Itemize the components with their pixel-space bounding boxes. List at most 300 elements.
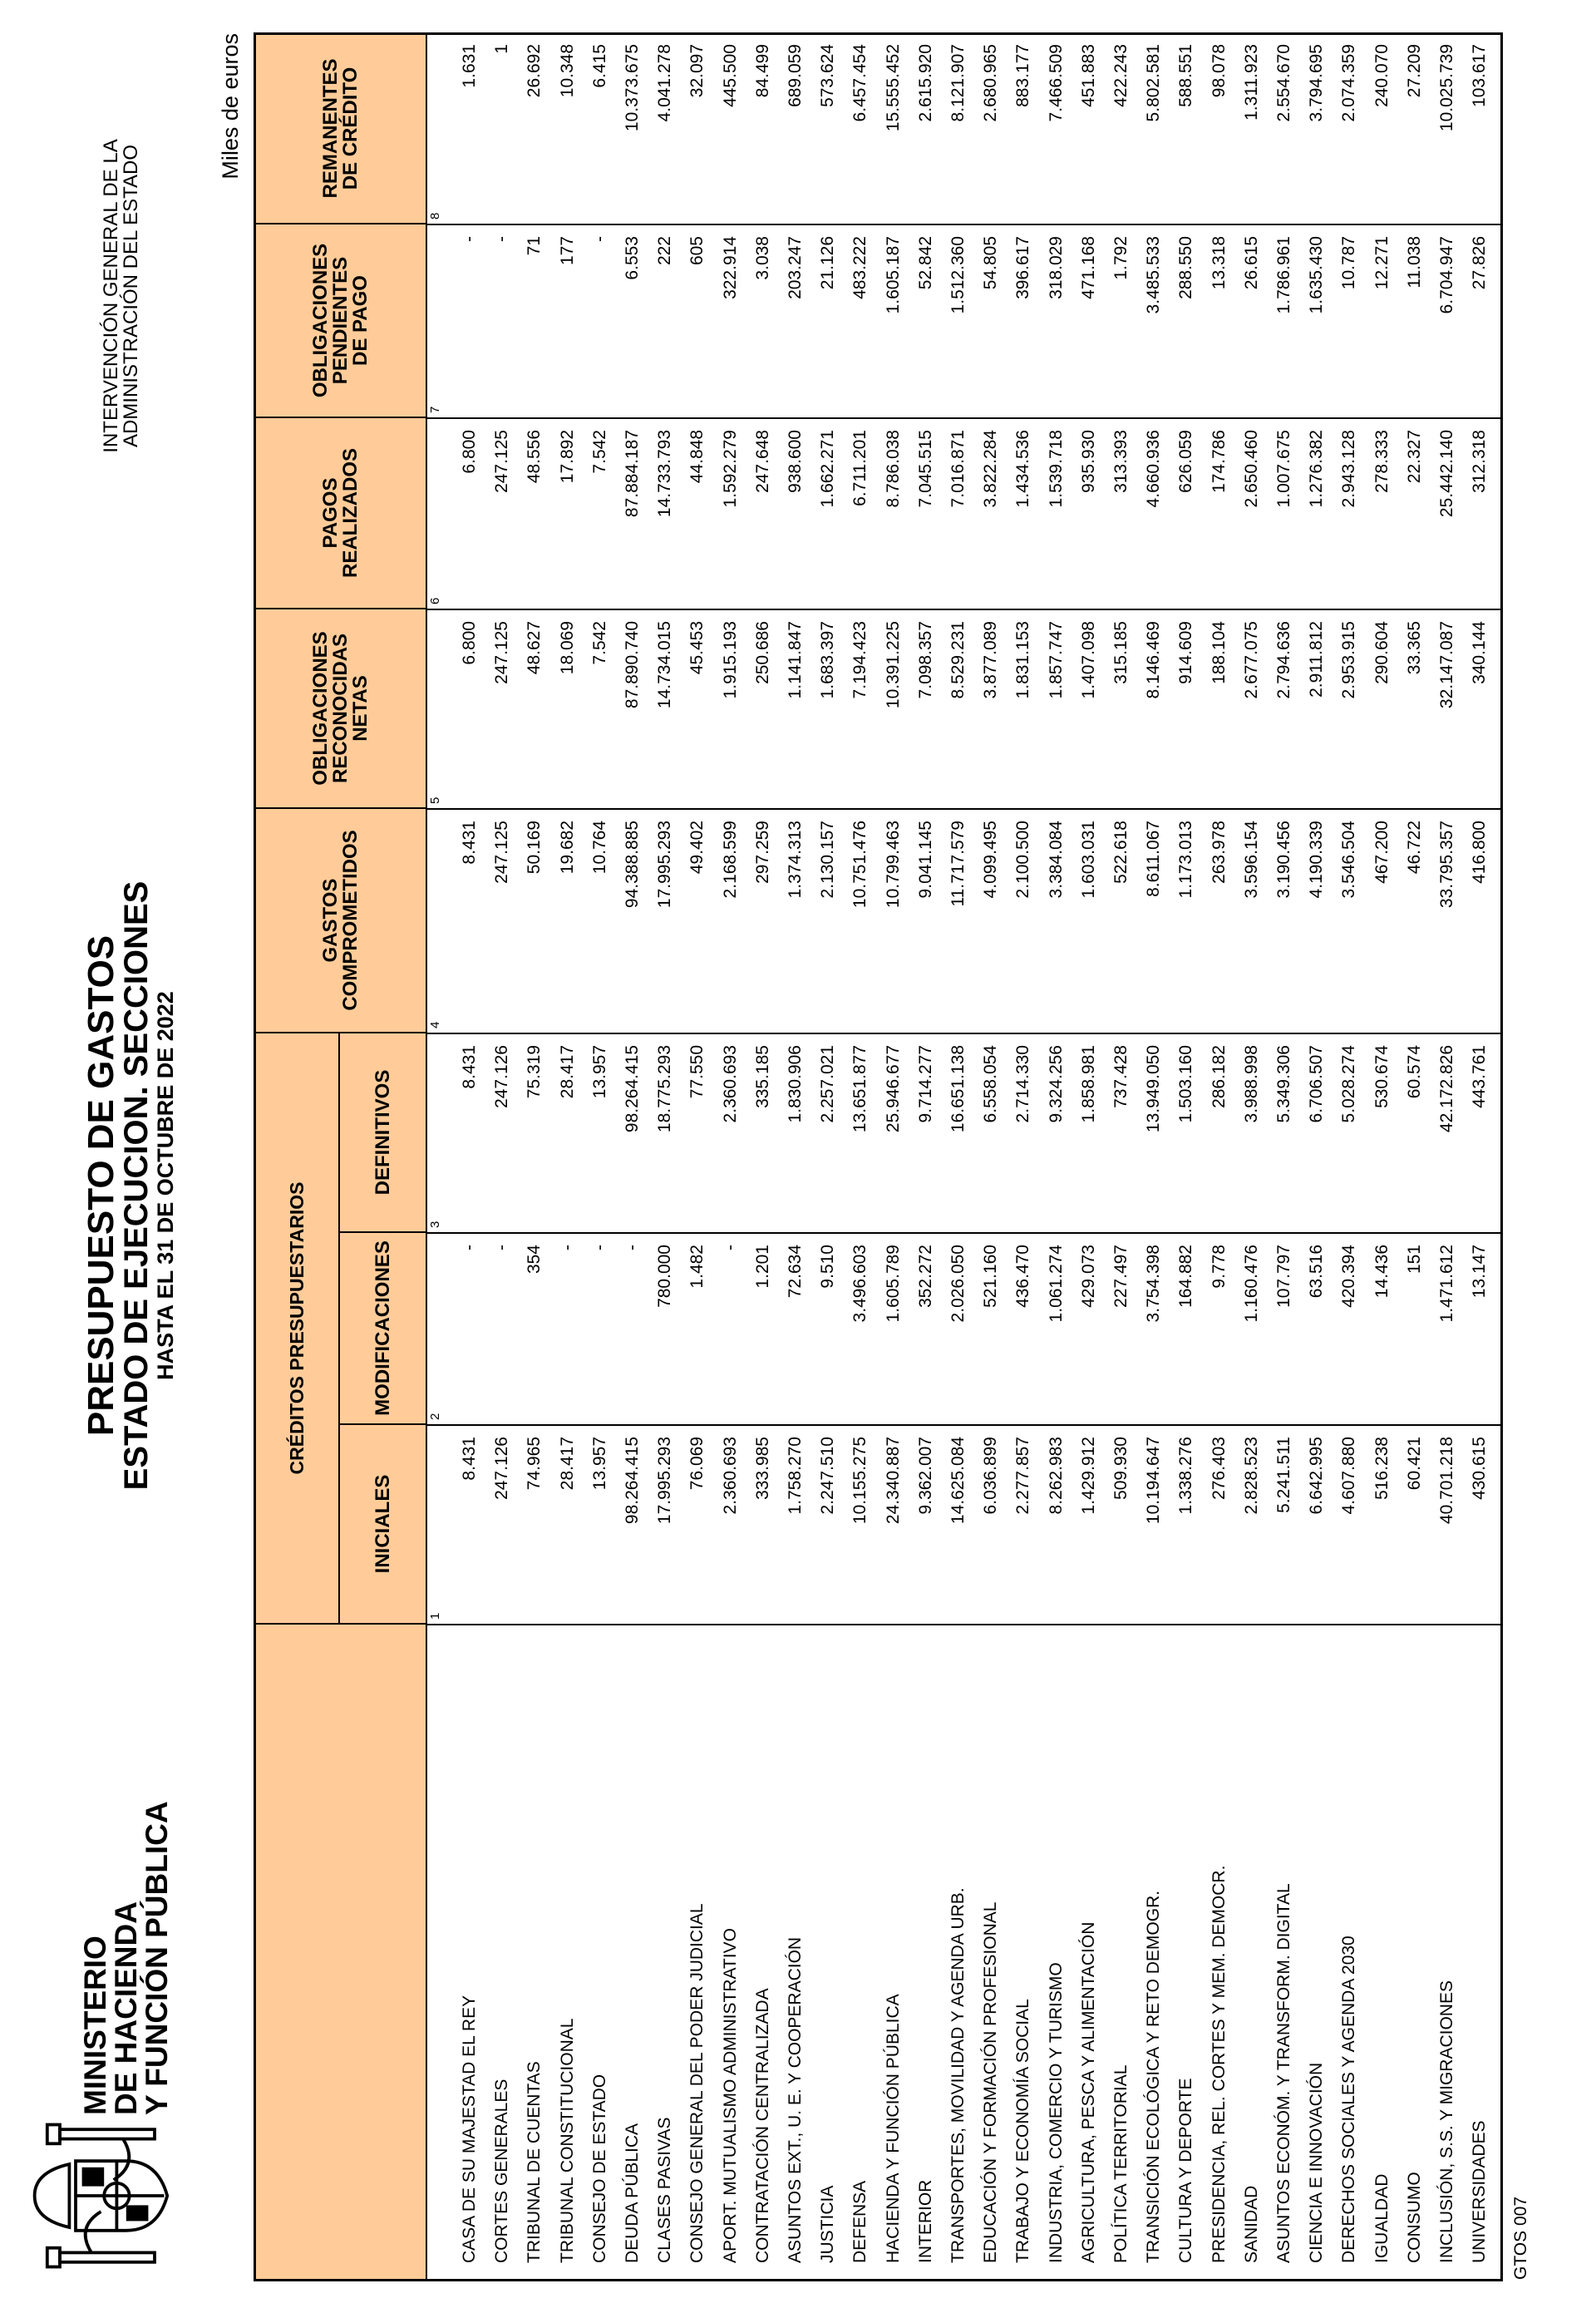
cell-iniciales: 247.126 <box>492 1437 512 1500</box>
cell-iniciales: 13.957 <box>589 1437 609 1491</box>
igae-line: INTERVENCIÓN GENERAL DE LA <box>100 139 122 453</box>
cell-iniciales: 1.338.276 <box>1176 1437 1196 1515</box>
cell-gastos-comprometidos: 33.795.357 <box>1437 821 1456 909</box>
cell-iniciales: 1.429.912 <box>1078 1437 1098 1515</box>
cell-definitivos: 28.417 <box>557 1045 577 1099</box>
cell-pagos-realizados: 14.733.793 <box>655 430 675 518</box>
table-row <box>1203 32 1235 2281</box>
cell-iniciales: 17.995.293 <box>655 1437 675 1525</box>
cell-definitivos: 9.714.277 <box>915 1045 935 1123</box>
cell-obligaciones-pendientes: 10.787 <box>1339 236 1359 290</box>
cell-modificaciones: 3.754.398 <box>1144 1245 1164 1323</box>
cell-pagos-realizados: 938.600 <box>786 430 805 493</box>
cell-gastos-comprometidos: 3.546.504 <box>1339 821 1359 899</box>
column-number-obligaciones-pendientes: 7 <box>428 406 442 413</box>
cell-definitivos: 5.028.274 <box>1339 1045 1359 1123</box>
cell-obligaciones-pendientes: 177 <box>557 236 577 266</box>
cell-modificaciones: 1.605.789 <box>883 1245 903 1323</box>
cell-iniciales: 24.340.887 <box>883 1437 903 1525</box>
cell-modificaciones: 354 <box>525 1245 544 1275</box>
cell-pagos-realizados: 312.318 <box>1470 430 1490 493</box>
cell-obligaciones-pendientes: 471.168 <box>1078 236 1098 299</box>
cell-gastos-comprometidos: 4.190.339 <box>1307 821 1327 899</box>
table-row <box>551 32 584 2281</box>
cell-obligaciones-pendientes: 52.842 <box>915 236 935 290</box>
cell-pagos-realizados: 87.884.187 <box>623 430 642 518</box>
cell-remanentes: 883.177 <box>1013 44 1033 107</box>
cell-gastos-comprometidos: 94.388.885 <box>623 821 642 909</box>
section-name: IGUALDAD <box>1372 2173 1392 2263</box>
section-name: DEUDA PÚBLICA <box>623 2123 642 2263</box>
table-row <box>714 32 746 2281</box>
cell-iniciales: 2.828.523 <box>1241 1437 1261 1515</box>
cell-definitivos: 16.651.138 <box>948 1045 968 1133</box>
cell-gastos-comprometidos: 10.799.463 <box>883 821 903 909</box>
cell-pagos-realizados: 22.327 <box>1404 430 1424 484</box>
cell-obligaciones-reconocidas: 2.794.636 <box>1274 621 1293 699</box>
cell-obligaciones-pendientes: 396.617 <box>1013 236 1033 299</box>
cell-iniciales: 6.642.995 <box>1307 1437 1327 1515</box>
ministry-name <box>80 1801 172 2115</box>
cell-remanentes: 15.555.452 <box>883 44 903 132</box>
cell-gastos-comprometidos: 2.168.599 <box>720 821 740 899</box>
cell-remanentes: 10.348 <box>557 44 577 98</box>
cell-remanentes: 588.551 <box>1176 44 1196 107</box>
cell-obligaciones-reconocidas: 914.609 <box>1176 621 1196 684</box>
cell-iniciales: 98.264.415 <box>623 1437 642 1525</box>
cell-obligaciones-reconocidas: 8.529.231 <box>948 621 968 699</box>
cell-iniciales: 333.985 <box>752 1437 772 1500</box>
section-name: POLÍTICA TERRITORIAL <box>1111 2064 1130 2263</box>
cell-definitivos: 25.946.677 <box>883 1045 903 1133</box>
cell-definitivos: 3.988.998 <box>1241 1045 1261 1123</box>
cell-gastos-comprometidos: 3.384.084 <box>1046 821 1066 899</box>
cell-pagos-realizados: 48.556 <box>525 430 544 484</box>
cell-obligaciones-reconocidas: 7.542 <box>589 621 609 665</box>
cell-gastos-comprometidos: 263.978 <box>1209 821 1229 884</box>
column-number-definitivos: 3 <box>428 1221 442 1228</box>
cell-pagos-realizados: 247.125 <box>492 430 512 493</box>
ministry-line: DE HACIENDA <box>109 1901 143 2115</box>
cell-modificaciones: 1.160.476 <box>1241 1245 1261 1323</box>
cell-obligaciones-pendientes: 3.038 <box>752 236 772 280</box>
cell-pagos-realizados: 247.648 <box>752 430 772 493</box>
cell-obligaciones-pendientes: 322.914 <box>720 236 740 299</box>
section-name: CONSEJO DE ESTADO <box>589 2074 609 2263</box>
cell-obligaciones-pendientes: 318.029 <box>1046 236 1066 299</box>
cell-modificaciones: 436.470 <box>1013 1245 1033 1308</box>
section-name: EDUCACIÓN Y FORMACIÓN PROFESIONAL <box>981 1901 1001 2263</box>
cell-pagos-realizados: 313.393 <box>1111 430 1130 493</box>
cell-pagos-realizados: 174.786 <box>1209 430 1229 493</box>
cell-iniciales: 516.238 <box>1372 1437 1392 1500</box>
cell-definitivos: 6.558.054 <box>981 1045 1001 1123</box>
cell-modificaciones: 2.026.050 <box>948 1245 968 1323</box>
cell-gastos-comprometidos: 10.764 <box>589 821 609 875</box>
table-row <box>811 32 844 2281</box>
cell-gastos-comprometidos: 1.603.031 <box>1078 821 1098 899</box>
section-name: CULTURA Y DEPORTE <box>1176 2078 1196 2263</box>
cell-obligaciones-reconocidas: 18.069 <box>557 621 577 675</box>
table-row <box>877 32 909 2281</box>
cell-modificaciones: - <box>589 1245 609 1250</box>
table-row <box>1463 32 1495 2281</box>
cell-modificaciones: 9.778 <box>1209 1245 1229 1289</box>
section-name: CORTES GENERALES <box>492 2079 512 2263</box>
cell-iniciales: 2.247.510 <box>818 1437 838 1515</box>
cell-iniciales: 10.194.647 <box>1144 1437 1164 1525</box>
cell-iniciales: 1.758.270 <box>786 1437 805 1515</box>
cell-definitivos: 13.949.050 <box>1144 1045 1164 1133</box>
cell-modificaciones: 3.496.603 <box>850 1245 870 1323</box>
cell-gastos-comprometidos: 297.259 <box>752 821 772 884</box>
cell-obligaciones-pendientes: 12.271 <box>1372 236 1392 290</box>
table-row <box>909 32 942 2281</box>
table-row <box>518 32 550 2281</box>
cell-gastos-comprometidos: 19.682 <box>557 821 577 875</box>
cell-modificaciones: - <box>623 1245 642 1250</box>
cell-definitivos: 98.264.415 <box>623 1045 642 1133</box>
cell-pagos-realizados: 1.434.536 <box>1013 430 1033 508</box>
cell-definitivos: 1.858.981 <box>1078 1045 1098 1123</box>
cell-pagos-realizados: 1.592.279 <box>720 430 740 508</box>
cell-pagos-realizados: 626.059 <box>1176 430 1196 493</box>
cell-obligaciones-reconocidas: 1.407.098 <box>1078 621 1098 699</box>
cell-obligaciones-pendientes: 6.704.947 <box>1437 236 1456 314</box>
cell-obligaciones-reconocidas: 340.144 <box>1470 621 1490 684</box>
cell-obligaciones-reconocidas: 6.800 <box>460 621 479 665</box>
cell-remanentes: 98.078 <box>1209 44 1229 98</box>
cell-pagos-realizados: 1.276.382 <box>1307 430 1327 508</box>
header-iniciales: INICIALES <box>338 1423 427 1625</box>
cell-remanentes: 1.631 <box>460 44 479 88</box>
cell-obligaciones-reconocidas: 33.365 <box>1404 621 1424 675</box>
cell-iniciales: 5.241.511 <box>1274 1437 1293 1513</box>
cell-definitivos: 2.257.021 <box>818 1045 838 1123</box>
table-row <box>1366 32 1398 2281</box>
cell-definitivos: 60.574 <box>1404 1045 1424 1099</box>
igae-line: ADMINISTRACIÓN DEL ESTADO <box>120 144 142 448</box>
table-row <box>485 32 518 2281</box>
cell-remanentes: 2.554.670 <box>1274 44 1293 122</box>
cell-obligaciones-pendientes: 605 <box>687 236 707 266</box>
header-remanentes: REMANENTES DE CRÉDITO <box>254 32 427 224</box>
cell-remanentes: 445.500 <box>720 44 740 107</box>
section-name: DERECHOS SOCIALES Y AGENDA 2030 <box>1339 1936 1359 2263</box>
table-row <box>844 32 876 2281</box>
cell-obligaciones-reconocidas: 1.141.847 <box>786 621 805 699</box>
cell-modificaciones: 107.797 <box>1274 1245 1293 1308</box>
cell-iniciales: 8.431 <box>460 1437 479 1481</box>
cell-pagos-realizados: 17.892 <box>557 430 577 484</box>
header-definitivos: DEFINITIVOS <box>338 1032 427 1233</box>
title-line-1: PRESUPUESTO DE GASTOS <box>81 935 121 1437</box>
cell-obligaciones-pendientes: - <box>460 236 479 242</box>
cell-gastos-comprometidos: 467.200 <box>1372 821 1392 884</box>
header-gastos-comprometidos: GASTOS COMPROMETIDOS <box>254 807 427 1033</box>
cell-obligaciones-reconocidas: 188.104 <box>1209 621 1229 684</box>
section-name: APORT. MUTUALISMO ADMINISTRATIVO <box>720 1928 740 2263</box>
cell-modificaciones: 227.497 <box>1111 1245 1130 1308</box>
cell-pagos-realizados: 1.539.718 <box>1046 430 1066 508</box>
cell-definitivos: 5.349.306 <box>1274 1045 1293 1123</box>
cell-pagos-realizados: 7.045.515 <box>915 430 935 508</box>
cell-gastos-comprometidos: 4.099.495 <box>981 821 1001 899</box>
cell-iniciales: 76.069 <box>687 1437 707 1491</box>
cell-obligaciones-pendientes: - <box>492 236 512 242</box>
cell-pagos-realizados: 3.822.284 <box>981 430 1001 508</box>
cell-obligaciones-reconocidas: 1.683.397 <box>818 621 838 699</box>
cell-remanentes: 32.097 <box>687 44 707 98</box>
section-name: DEFENSA <box>850 2180 870 2263</box>
cell-remanentes: 1 <box>492 44 512 54</box>
table-row <box>1072 32 1105 2281</box>
cell-obligaciones-reconocidas: 8.146.469 <box>1144 621 1164 699</box>
cell-obligaciones-pendientes: 71 <box>525 236 544 256</box>
ministry-line: Y FUNCIÓN PÚBLICA <box>140 1801 174 2115</box>
header-modificaciones: MODIFICACIONES <box>338 1231 427 1425</box>
cell-pagos-realizados: 278.333 <box>1372 430 1392 493</box>
cell-definitivos: 42.172.826 <box>1437 1045 1456 1133</box>
cell-gastos-comprometidos: 49.402 <box>687 821 707 875</box>
table-row <box>1268 32 1300 2281</box>
cell-obligaciones-pendientes: 203.247 <box>786 236 805 299</box>
cell-gastos-comprometidos: 8.431 <box>460 821 479 865</box>
section-name: INTERIOR <box>915 2179 935 2263</box>
igae-label <box>101 138 141 454</box>
cell-obligaciones-reconocidas: 247.125 <box>492 621 512 684</box>
table-row <box>1170 32 1202 2281</box>
cell-modificaciones: 72.634 <box>786 1245 805 1299</box>
cell-modificaciones: 1.201 <box>752 1245 772 1289</box>
cell-definitivos: 1.830.906 <box>786 1045 805 1123</box>
header-obligaciones-reconocidas: OBLIGACIONES RECONOCIDAS NETAS <box>254 608 427 809</box>
cell-remanentes: 3.794.695 <box>1307 44 1327 122</box>
section-name: CONSUMO <box>1404 2172 1424 2263</box>
cell-definitivos: 530.674 <box>1372 1045 1392 1108</box>
cell-iniciales: 9.362.007 <box>915 1437 935 1515</box>
cell-obligaciones-pendientes: 54.805 <box>981 236 1001 290</box>
cell-iniciales: 28.417 <box>557 1437 577 1491</box>
cell-pagos-realizados: 2.650.460 <box>1241 430 1261 508</box>
cell-obligaciones-pendientes: 483.222 <box>850 236 870 299</box>
cell-definitivos: 18.775.293 <box>655 1045 675 1133</box>
cell-obligaciones-pendientes: - <box>589 236 609 242</box>
cell-obligaciones-pendientes: 13.318 <box>1209 236 1229 290</box>
footer-code: GTOS 007 <box>1511 2197 1530 2280</box>
cell-pagos-realizados: 7.542 <box>589 430 609 474</box>
cell-obligaciones-reconocidas: 2.677.075 <box>1241 621 1261 699</box>
table-row <box>1040 32 1072 2281</box>
cell-modificaciones: 9.510 <box>818 1245 838 1289</box>
section-name: TRIBUNAL CONSTITUCIONAL <box>557 2018 577 2263</box>
cell-obligaciones-pendientes: 1.512.360 <box>948 236 968 314</box>
cell-pagos-realizados: 7.016.871 <box>948 430 968 508</box>
cell-iniciales: 430.615 <box>1470 1437 1490 1500</box>
cell-iniciales: 4.607.880 <box>1339 1437 1359 1515</box>
cell-gastos-comprometidos: 2.100.500 <box>1013 821 1033 899</box>
cell-pagos-realizados: 935.930 <box>1078 430 1098 493</box>
cell-gastos-comprometidos: 3.596.154 <box>1241 821 1261 899</box>
table-row <box>1431 32 1463 2281</box>
section-name: TRIBUNAL DE CUENTAS <box>525 2061 544 2263</box>
cell-pagos-realizados: 6.800 <box>460 430 479 474</box>
cell-obligaciones-pendientes: 21.126 <box>818 236 838 290</box>
table-row <box>942 32 974 2281</box>
cell-remanentes: 5.802.581 <box>1144 44 1164 122</box>
cell-remanentes: 2.680.965 <box>981 44 1001 122</box>
cell-definitivos: 8.431 <box>460 1045 479 1089</box>
section-name: TRABAJO Y ECONOMÍA SOCIAL <box>1013 1999 1033 2263</box>
cell-iniciales: 40.701.218 <box>1437 1437 1456 1525</box>
section-name: AGRICULTURA, PESCA Y ALIMENTACIÓN <box>1078 1921 1098 2263</box>
ministry-line: MINISTERIO <box>78 1936 112 2115</box>
cell-obligaciones-reconocidas: 1.831.153 <box>1013 621 1033 699</box>
cell-gastos-comprometidos: 2.130.157 <box>818 821 838 899</box>
title-line-3: HASTA EL 31 DE OCTUBRE DE 2022 <box>153 991 178 1380</box>
cell-obligaciones-pendientes: 11.038 <box>1404 236 1424 288</box>
section-name: PRESIDENCIA, REL. CORTES Y MEM. DEMOCR. <box>1209 1865 1229 2263</box>
cell-obligaciones-pendientes: 288.550 <box>1176 236 1196 299</box>
column-number-iniciales: 1 <box>428 1612 442 1620</box>
cell-iniciales: 60.421 <box>1404 1437 1424 1491</box>
cell-obligaciones-pendientes: 222 <box>655 236 675 266</box>
cell-modificaciones: 14.436 <box>1372 1245 1392 1299</box>
cell-modificaciones: 13.147 <box>1470 1245 1490 1299</box>
cell-gastos-comprometidos: 3.190.456 <box>1274 821 1293 899</box>
cell-definitivos: 75.319 <box>525 1045 544 1099</box>
cell-obligaciones-reconocidas: 315.185 <box>1111 621 1130 684</box>
cell-remanentes: 7.466.509 <box>1046 44 1066 122</box>
cell-definitivos: 9.324.256 <box>1046 1045 1066 1123</box>
cell-definitivos: 6.706.507 <box>1307 1045 1327 1123</box>
coat-of-arms-logo <box>28 2117 186 2275</box>
cell-obligaciones-reconocidas: 290.604 <box>1372 621 1392 684</box>
section-name: ASUNTOS EXT., U. E. Y COOPERACIÓN <box>786 1936 805 2263</box>
table-row <box>616 32 648 2281</box>
cell-obligaciones-pendientes: 26.615 <box>1241 236 1261 290</box>
section-name: CONSEJO GENERAL DEL PODER JUDICIAL <box>687 1903 707 2263</box>
header-pagos-realizados: PAGOS REALIZADOS <box>254 417 427 609</box>
cell-remanentes: 4.041.278 <box>655 44 675 122</box>
cell-remanentes: 1.311.923 <box>1241 44 1261 121</box>
cell-pagos-realizados: 1.662.271 <box>818 430 838 508</box>
cell-obligaciones-pendientes: 1.786.961 <box>1274 236 1293 314</box>
table-row <box>1332 32 1365 2281</box>
cell-gastos-comprometidos: 247.125 <box>492 821 512 884</box>
cell-modificaciones: 1.471.612 <box>1437 1245 1456 1323</box>
cell-gastos-comprometidos: 46.722 <box>1404 821 1424 875</box>
section-name: INDUSTRIA, COMERCIO Y TURISMO <box>1046 1962 1066 2263</box>
cell-obligaciones-reconocidas: 10.391.225 <box>883 621 903 709</box>
cell-obligaciones-pendientes: 1.605.187 <box>883 236 903 314</box>
cell-obligaciones-reconocidas: 14.734.015 <box>655 621 675 709</box>
table-row <box>1235 32 1268 2281</box>
cell-remanentes: 689.059 <box>786 44 805 107</box>
header-obligaciones-pendientes: OBLIGACIONES PENDIENTES DE PAGO <box>254 223 427 418</box>
cell-pagos-realizados: 25.442.140 <box>1437 430 1456 518</box>
cell-obligaciones-pendientes: 6.553 <box>623 236 642 280</box>
cell-remanentes: 27.209 <box>1404 44 1424 98</box>
table-row <box>1007 32 1039 2281</box>
cell-modificaciones: 429.073 <box>1078 1245 1098 1308</box>
cell-modificaciones: - <box>557 1245 577 1250</box>
cell-gastos-comprometidos: 11.717.579 <box>948 821 968 907</box>
cell-modificaciones: - <box>460 1245 479 1250</box>
cell-definitivos: 335.185 <box>752 1045 772 1108</box>
cell-pagos-realizados: 44.848 <box>687 430 707 484</box>
cell-gastos-comprometidos: 1.374.313 <box>786 821 805 899</box>
column-number-obligaciones-reconocidas: 5 <box>428 796 442 804</box>
cell-iniciales: 2.277.857 <box>1013 1437 1033 1515</box>
cell-definitivos: 1.503.160 <box>1176 1045 1196 1123</box>
cell-gastos-comprometidos: 1.173.013 <box>1176 821 1196 899</box>
cell-modificaciones: - <box>720 1245 740 1250</box>
cell-modificaciones: 63.516 <box>1307 1245 1327 1299</box>
section-name: CLASES PASIVAS <box>655 2117 675 2263</box>
cell-obligaciones-reconocidas: 48.627 <box>525 621 544 675</box>
section-name: JUSTICIA <box>818 2185 838 2263</box>
cell-remanentes: 10.025.739 <box>1437 44 1456 132</box>
cell-remanentes: 6.457.454 <box>850 44 870 122</box>
cell-definitivos: 13.651.877 <box>850 1045 870 1133</box>
cell-pagos-realizados: 8.786.038 <box>883 430 903 508</box>
cell-modificaciones: 151 <box>1404 1245 1424 1275</box>
cell-gastos-comprometidos: 8.611.067 <box>1144 821 1164 897</box>
cell-remanentes: 8.121.907 <box>948 44 968 122</box>
cell-iniciales: 6.036.899 <box>981 1437 1001 1515</box>
cell-remanentes: 422.243 <box>1111 44 1130 107</box>
cell-remanentes: 84.499 <box>752 44 772 98</box>
section-name: UNIVERSIDADES <box>1470 2120 1490 2263</box>
cell-iniciales: 74.965 <box>525 1437 544 1491</box>
cell-gastos-comprometidos: 9.041.145 <box>915 821 935 899</box>
cell-iniciales: 276.403 <box>1209 1437 1229 1500</box>
table-row <box>1137 32 1170 2281</box>
cell-modificaciones: 780.000 <box>655 1245 675 1308</box>
cell-remanentes: 2.615.920 <box>915 44 935 122</box>
cell-obligaciones-reconocidas: 45.453 <box>687 621 707 675</box>
cell-definitivos: 13.957 <box>589 1045 609 1099</box>
cell-iniciales: 8.262.983 <box>1046 1437 1066 1515</box>
cell-gastos-comprometidos: 522.618 <box>1111 821 1130 884</box>
cell-remanentes: 103.617 <box>1470 44 1490 107</box>
cell-modificaciones: 521.160 <box>981 1245 1001 1308</box>
cell-pagos-realizados: 6.711.201 <box>850 430 870 506</box>
section-name: TRANSPORTES, MOVILIDAD Y AGENDA URB. <box>948 1887 968 2263</box>
cell-pagos-realizados: 1.007.675 <box>1274 430 1293 508</box>
cell-iniciales: 10.155.275 <box>850 1437 870 1525</box>
cell-obligaciones-reconocidas: 1.915.193 <box>720 621 740 699</box>
table-row <box>746 32 779 2281</box>
table-row <box>1300 32 1332 2281</box>
table-row <box>779 32 811 2281</box>
cell-remanentes: 10.373.675 <box>623 44 642 132</box>
table-row <box>681 32 713 2281</box>
cell-obligaciones-reconocidas: 32.147.087 <box>1437 621 1456 709</box>
cell-gastos-comprometidos: 50.169 <box>525 821 544 875</box>
cell-modificaciones: 1.482 <box>687 1245 707 1289</box>
header-creditos-presupuestarios: CRÉDITOS PRESUPUESTARIOS <box>254 1032 340 1625</box>
table-row <box>453 32 485 2281</box>
section-name: TRANSICIÓN ECOLÓGICA Y RETO DEMOGR. <box>1144 1890 1164 2263</box>
column-number-remanentes: 8 <box>428 212 442 219</box>
cell-definitivos: 77.550 <box>687 1045 707 1099</box>
cell-obligaciones-reconocidas: 2.911.812 <box>1307 621 1327 698</box>
cell-gastos-comprometidos: 10.751.476 <box>850 821 870 909</box>
cell-modificaciones: - <box>492 1245 512 1250</box>
column-number-modificaciones: 2 <box>428 1413 442 1420</box>
